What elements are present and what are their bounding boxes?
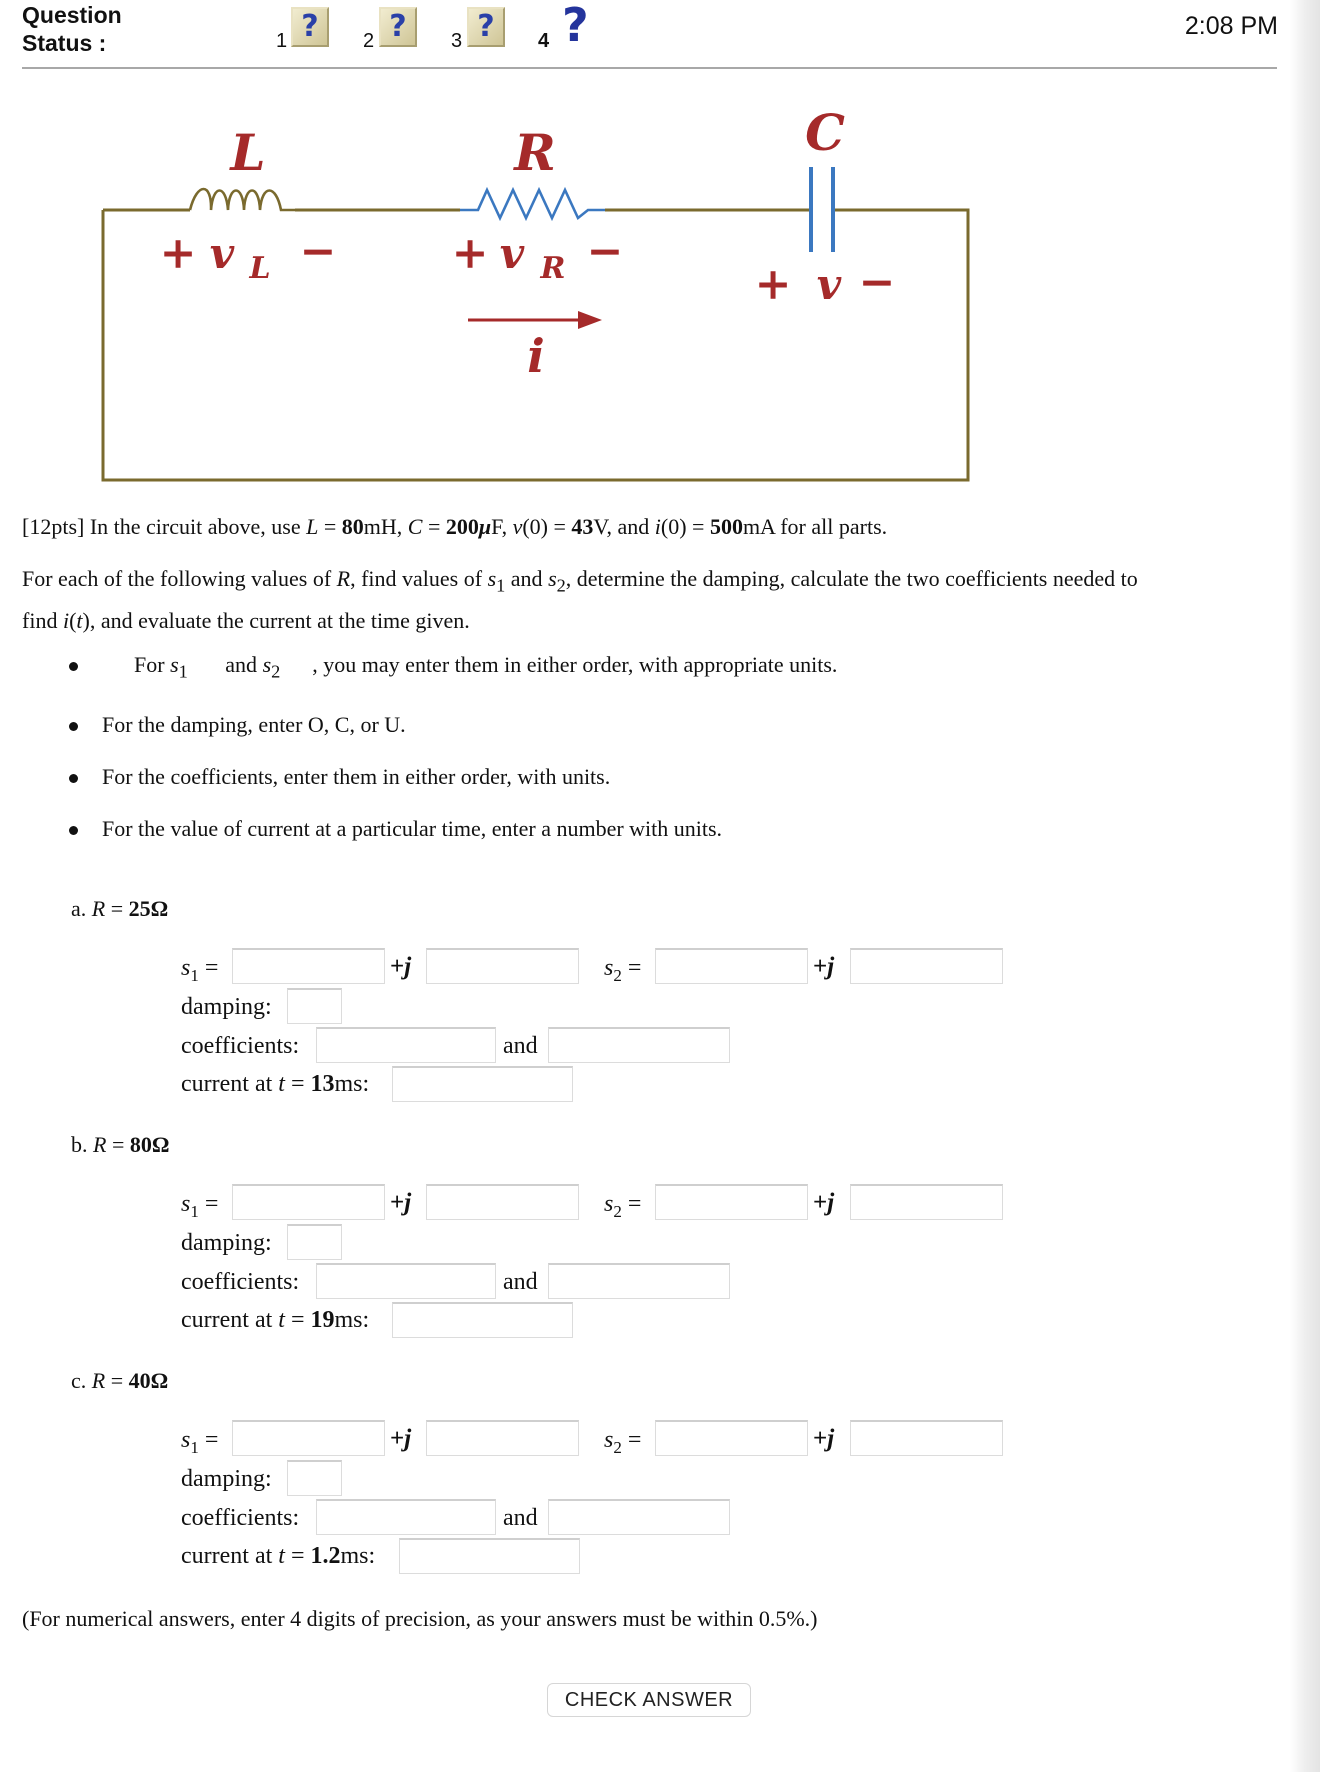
problem-instructions: For each of the following values of R, find values of $s_1$ and $s_2$, determine the damping, calculate the two coefficients needed to find i(t), and evaluate the current at the time given. (22, 566, 1138, 634)
question-1-status-button[interactable]: ? (291, 7, 329, 47)
vl-plus-sign: + (159, 228, 197, 279)
part-c-s2-real-input[interactable] (655, 1420, 808, 1456)
question-3-number: 3 (451, 30, 463, 52)
part-c-coefficient-1-input[interactable] (316, 1499, 496, 1535)
part-a-s2-imag-input[interactable] (850, 948, 1003, 984)
part-c-current-label: current at t = 1.2ms: (181, 1543, 376, 1569)
question-4-current-marker[interactable]: ? (562, 0, 589, 52)
clock-time: 2:08 PM (1184, 12, 1278, 40)
part-b-s1-imag-input[interactable] (426, 1184, 579, 1220)
capacitor-plates (811, 167, 833, 252)
question-4-number: 4 (538, 30, 550, 52)
part-a-and-label: and (503, 1033, 538, 1059)
part-b-damping-input[interactable] (287, 1224, 342, 1260)
part-c-s2-label: $s_2$ = (604, 1427, 642, 1457)
part-c-and-label: and (503, 1505, 538, 1531)
rlc-circuit-diagram (0, 90, 1000, 490)
part-a-damping-input[interactable] (287, 988, 342, 1024)
vc-minus-sign: − (858, 257, 896, 308)
part-a-damping-label: damping: (181, 994, 272, 1020)
vr-minus-sign: − (586, 226, 624, 277)
part-c-s1-real-input[interactable] (232, 1420, 385, 1456)
part-b-s2-real-input[interactable] (655, 1184, 808, 1220)
part-c-s1-label: $s_1$ = (181, 1427, 219, 1457)
part-b-label: b. R = 80Ω (71, 1132, 170, 1157)
question-2-status-button[interactable]: ? (379, 7, 417, 47)
vl-subscript: L (249, 251, 271, 286)
part-c-label: c. R = 40Ω (71, 1368, 169, 1393)
part-c-coefficient-2-input[interactable] (548, 1499, 730, 1535)
part-c-s2-plus-j: +j (813, 1425, 835, 1452)
inductor-label: L (230, 123, 266, 182)
part-b-s1-real-input[interactable] (232, 1184, 385, 1220)
part-a-coefficients-label: coefficients: (181, 1033, 300, 1059)
part-a-coefficient-2-input[interactable] (548, 1027, 730, 1063)
part-b-s2-imag-input[interactable] (850, 1184, 1003, 1220)
part-a-current-input[interactable] (392, 1066, 573, 1102)
current-arrow-head (578, 311, 602, 329)
resistor-zigzag (460, 190, 605, 218)
capacitor-label: C (805, 103, 845, 162)
part-b-current-input[interactable] (392, 1302, 573, 1338)
vr-symbol: v (499, 229, 525, 278)
part-c-damping-input[interactable] (287, 1460, 342, 1496)
question-1-number: 1 (276, 30, 288, 52)
part-b-s2-plus-j: +j (813, 1189, 835, 1216)
vc-plus-sign: + (754, 259, 792, 310)
part-c-s2-imag-input[interactable] (850, 1420, 1003, 1456)
part-b-current-label: current at t = 19ms: (181, 1307, 370, 1333)
vr-subscript: R (540, 251, 566, 286)
header-divider (22, 67, 1277, 69)
part-b-coefficient-1-input[interactable] (316, 1263, 496, 1299)
question-2-number: 2 (363, 30, 375, 52)
part-c-current-input[interactable] (399, 1538, 580, 1574)
part-b-s1-label: $s_1$ = (181, 1191, 219, 1221)
precision-note: (For numerical answers, enter 4 digits of precision, as your answers must be within 0.5%.) (22, 1606, 818, 1631)
part-b-coefficient-2-input[interactable] (548, 1263, 730, 1299)
part-b-s2-label: $s_2$ = (604, 1191, 642, 1221)
part-c-s1-imag-input[interactable] (426, 1420, 579, 1456)
part-c-s1-plus-j: +j (390, 1425, 412, 1452)
part-a-s1-label: $s_1$ = (181, 955, 219, 985)
part-a-s2-plus-j: +j (813, 953, 835, 980)
check-answer-button[interactable]: CHECK ANSWER (547, 1683, 751, 1717)
part-c-coefficients-label: coefficients: (181, 1505, 300, 1531)
bullet-coefficients: For the coefficients, enter them in either order, with units. (70, 764, 610, 790)
vl-minus-sign: − (299, 226, 337, 277)
part-a-s2-real-input[interactable] (655, 948, 808, 984)
part-b-s1-plus-j: +j (390, 1189, 412, 1216)
part-b-and-label: and (503, 1269, 538, 1295)
bullet-current: For the value of current at a particular time, enter a number with units. (70, 816, 722, 842)
part-a-coefficient-1-input[interactable] (316, 1027, 496, 1063)
part-b-coefficients-label: coefficients: (181, 1269, 300, 1295)
question-status-label: Question Status : (22, 2, 122, 56)
vr-plus-sign: + (451, 228, 489, 279)
part-a-s1-real-input[interactable] (232, 948, 385, 984)
part-a-label: a. R = 25Ω (71, 896, 169, 921)
part-a-s1-imag-input[interactable] (426, 948, 579, 984)
vl-symbol: v (209, 229, 235, 278)
part-a-current-label: current at t = 13ms: (181, 1071, 370, 1097)
part-b-damping-label: damping: (181, 1230, 272, 1256)
question-3-status-button[interactable]: ? (467, 7, 505, 47)
vc-symbol: v (816, 260, 842, 309)
bullet-damping: For the damping, enter O, C, or U. (70, 712, 406, 738)
part-a-s2-label: $s_2$ = (604, 955, 642, 985)
resistor-label: R (514, 123, 556, 182)
part-c-damping-label: damping: (181, 1466, 272, 1492)
bullet-s-order: For $s_1$ and $s_2$ , you may enter them in either order, with appropriate units. (70, 652, 837, 682)
part-a-s1-plus-j: +j (390, 953, 412, 980)
problem-intro: [12pts] In the circuit above, use L = 80mH, C = 200μF, v(0) = 43V, and i(0) = 500mA for all parts. (22, 514, 888, 539)
inductor-coil (190, 189, 295, 210)
current-label: i (527, 329, 545, 383)
